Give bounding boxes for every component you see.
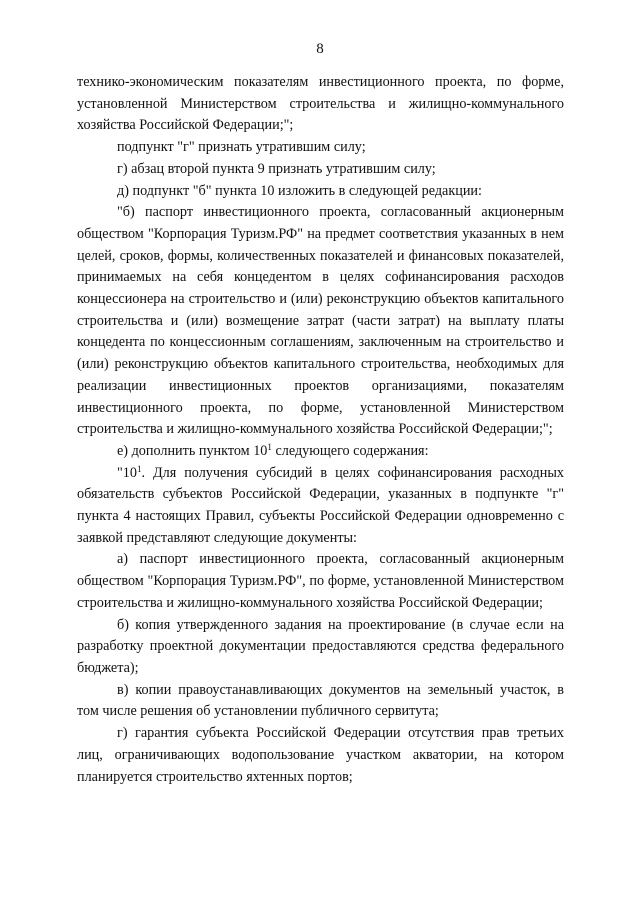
item-e-superscript: 1 [267, 441, 272, 452]
paragraph-item-d: д) подпункт "б" пункта 10 изложить в следующей редакции: [117, 182, 482, 199]
paragraph-doc-b: б) копия утвержденного задания на проектирование (в случае если на разработку проектной документации предоставляются средства федерального бюджета); [77, 616, 564, 676]
paragraph-point-10-1 [77, 463, 564, 550]
paragraph-item-e [77, 441, 564, 463]
page-number: 8 [316, 41, 324, 57]
paragraph-subitem-g-void: подпункт "г" признать утратившим силу; [117, 139, 366, 156]
point-10-1-text-after: . Для получения субсидий в целях софинансирования расходных обязательств субъектов Российской Федерации, указанных в подпункте "г" пункта 4 настоящих Правил, субъекты Российской Федерации одновременно с заявкой представляют следующие документы: [77, 464, 564, 546]
item-e-text-after: следующего содержания: [271, 442, 429, 459]
item-e-text-before: е) дополнить пунктом 10 [117, 442, 268, 459]
point-10-1-text-before: "10 [117, 464, 137, 481]
paragraph-continuation: технико-экономическим показателям инвестиционного проекта, по форме, установленной Министерством строительства и жилищно-коммунального хозяйства Российской Федерации;"; [77, 74, 564, 134]
paragraph-doc-v: в) копии правоустанавливающих документов на земельный участок, в том числе решения об установлении публичного сервитута; [77, 681, 564, 720]
paragraph-doc-a: а) паспорт инвестиционного проекта, согласованный акционерным обществом "Корпорация Туризм.РФ", по форме, установленной Министерством строительства и жилищно-коммунального хозяйства Российской Федерации; [77, 551, 564, 611]
paragraph-quoted-b: "б) паспорт инвестиционного проекта, согласованный акционерным обществом "Корпорация Туризм.РФ" на предмет соответствия указанных в нем целей, сроков, формы, количественных показателей и финансовых показателей, принимаемых на себя концедентом в целях софинансирования расходов концессионера на строительство и (или) реконструкцию объектов капитального строительства и (или) возмещение затрат (части затрат) на выплату платы концедента по концессионным соглашениям, заключенным на строительство и (или) реконструкцию объектов капитального строительства, необходимых для реализации инвестиционных проектов организациями, показателям инвестиционного проекта, по форме, установленной Министерством строительства и жилищно-коммунального хозяйства Российской Федерации;"; [77, 204, 564, 438]
point-10-1-superscript: 1 [136, 463, 142, 474]
paragraph-item-g: г) абзац второй пункта 9 признать утратившим силу; [117, 160, 436, 177]
document-body [77, 72, 564, 788]
paragraph-doc-g: г) гарантия субъекта Российской Федерации отсутствия прав третьих лиц, ограничивающих водопользование участком акватории, на котором планируется строительство яхтенных портов; [77, 725, 564, 785]
